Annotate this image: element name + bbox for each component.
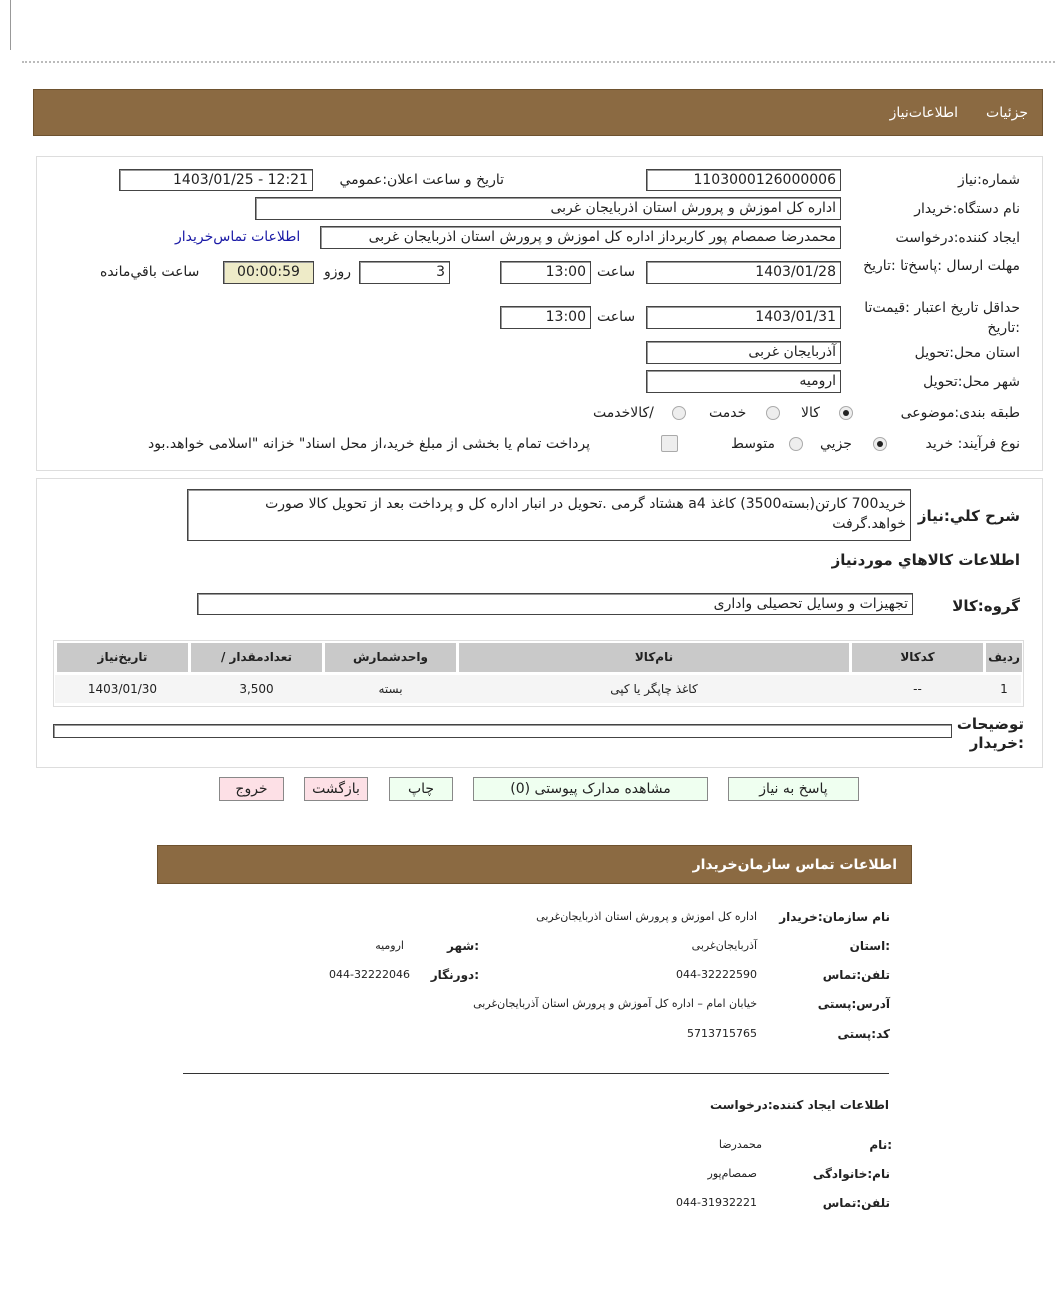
category-goods-label: کالا [801, 405, 820, 421]
goods-title: اطلاعات کالاهاي موردنیاز [831, 551, 1020, 569]
process-medium-radio[interactable] [789, 437, 803, 451]
phone-value: 044-32222590 [676, 968, 757, 981]
category-goods-service-radio[interactable] [672, 406, 686, 420]
attachments-button[interactable]: مشاهده مدارک پیوستی (0) [473, 777, 708, 801]
validity-time-field: 13:00 [500, 306, 591, 329]
fax-value: 044-32222046 [329, 968, 410, 981]
print-button[interactable]: چاپ [389, 777, 453, 801]
city-field: ارومیه [646, 370, 841, 393]
col-date-header: تاریخ‌نیاز [57, 643, 188, 672]
address-value: خیابان امام – اداره کل آموزش و پرورش استان آذربایجان‌غربی [473, 997, 757, 1010]
creator-phone-label: تلفن:تماس [822, 1196, 890, 1210]
validity-label: حداقل تاریخ اعتبار :قیمت‌تا :تاریخ [864, 300, 1020, 336]
buyer-field: اداره کل اموزش و پرورش استان اذربایجان غربی [255, 197, 841, 220]
group-label: گروه:کالا [952, 597, 1020, 615]
phone-label: تلفن:تماس [822, 968, 890, 982]
creator-field: محمدرضا صمصام پور کاربرداز اداره کل اموزش و پرورش استان اذربایجان غربی [320, 226, 841, 249]
process-medium-label: متوسط [731, 436, 775, 452]
process-label: نوع فرآیند: خرید [925, 436, 1020, 452]
cell-code: -- [913, 682, 922, 696]
payment-checkbox[interactable] [661, 435, 678, 452]
contact-divider [183, 1073, 889, 1074]
cell-name: کاغذ چاپگر یا کپی [610, 682, 698, 696]
family-value: صمصام‌پور [707, 1167, 757, 1180]
process-minor-label: جزيي [820, 436, 852, 452]
name-label: :نام [869, 1138, 892, 1152]
org-value: اداره کل اموزش و پرورش استان اذربایجان‌غربی [536, 910, 757, 923]
group-field: تجهیزات و وسایل تحصیلی واداری [197, 593, 913, 615]
remaining-label: ساعت باقي‌مانده [100, 264, 200, 280]
header-bar [33, 89, 1043, 136]
days-field: 3 [359, 261, 450, 284]
category-label: طبقه بندی:موضوعی [900, 405, 1020, 421]
cell-date: 1403/01/30 [87, 682, 158, 696]
announce-label: تاریخ و ساعت اعلان:عمومي [339, 172, 504, 188]
province-field: آذربایجان غربی [646, 341, 841, 364]
category-goods-radio[interactable] [839, 406, 853, 420]
countdown-field: 00:00:59 [223, 261, 314, 284]
city-label: شهر محل:تحویل [923, 374, 1020, 390]
left-rule [10, 0, 11, 50]
exit-button[interactable]: خروج [219, 777, 284, 801]
creator-label: ایجاد کننده:درخواست [895, 230, 1020, 246]
need-number-label: شماره:نیاز [957, 172, 1020, 188]
fax-label: :دورنگار [430, 968, 479, 982]
category-goods-service-label: /کالاخدمت [593, 405, 654, 421]
postal-value: 5713715765 [687, 1027, 757, 1040]
cell-qty: 3,500 [239, 682, 274, 696]
contact-title: اطلاعات تماس سازمان‌خریدار [692, 857, 897, 873]
cell-unit: بسته [378, 682, 403, 696]
days-label: روزو [324, 264, 352, 280]
postal-label: کد:پستی [837, 1027, 890, 1041]
deadline-time-label: ساعت [597, 264, 636, 280]
category-service-radio[interactable] [766, 406, 780, 420]
process-minor-radio[interactable] [873, 437, 887, 451]
description-label: شرح کلي:نیاز [917, 507, 1020, 525]
validity-time-label: ساعت [597, 309, 636, 325]
org-label: نام سازمان:خریدار [779, 910, 890, 924]
reply-button[interactable]: پاسخ به نیاز [728, 777, 859, 801]
need-number-field: 1103000126000006 [646, 169, 841, 191]
name-value: محمدرضا [718, 1138, 762, 1151]
deadline-time-field: 13:00 [500, 261, 591, 284]
province-label: استان محل:تحویل [914, 345, 1020, 361]
announce-field: 1403/01/25 - 12:21 [119, 169, 313, 191]
validity-date-field: 1403/01/31 [646, 306, 841, 329]
col-row-header: ردیف [986, 643, 1022, 672]
header-title-details: جزئیات [986, 105, 1028, 121]
col-qty-header: / تعدادمقدار [191, 643, 322, 672]
contact-bar [157, 845, 912, 884]
deadline-date-field: 1403/01/28 [646, 261, 841, 284]
province-contact-value: آذربایجان‌غربی [691, 939, 757, 952]
col-code-header: کدکالا [852, 643, 983, 672]
deadline-label: مهلت ارسال :پاسخ‌تا :تاریخ [863, 258, 1020, 274]
creator-phone-value: 044-31932221 [676, 1196, 757, 1209]
header-title-need: اطلاعات‌نیاز [889, 105, 958, 121]
address-label: آدرس:پستی [817, 997, 890, 1011]
province-contact-label: :استان [849, 939, 890, 953]
col-name-header: نام‌کالا [459, 643, 849, 672]
category-service-label: خدمت [709, 405, 747, 421]
family-label: نام:خانوادگی [812, 1167, 890, 1181]
notes-field [53, 724, 952, 738]
creator-info-title: اطلاعات ایجاد کننده:درخواست [709, 1098, 889, 1112]
col-unit-header: واحدشمارش [325, 643, 456, 672]
cell-row: 1 [1000, 682, 1008, 696]
city-contact-value: ارومیه [375, 939, 404, 952]
notes-label: توضیحات :خریدار [956, 715, 1024, 752]
buyer-label: نام دستگاه:خریدار [914, 201, 1020, 217]
city-contact-label: :شهر [447, 939, 479, 953]
buyer-contact-link[interactable]: اطلاعات تماس‌خریدار [175, 229, 301, 245]
top-divider [22, 61, 1055, 63]
back-button[interactable]: بازگشت [304, 777, 368, 801]
description-field: خرید700 کارتن(بسته3500) کاغذ a4 هشتاد گرمی .تحویل در انبار اداره کل و پرداخت بعد از تحویل کالا صورت خواهد.گرفت [187, 489, 911, 541]
payment-note: پرداخت تمام یا بخشی از مبلغ خرید،از محل اسناد" خزانه "اسلامی خواهد.بود [148, 436, 591, 452]
